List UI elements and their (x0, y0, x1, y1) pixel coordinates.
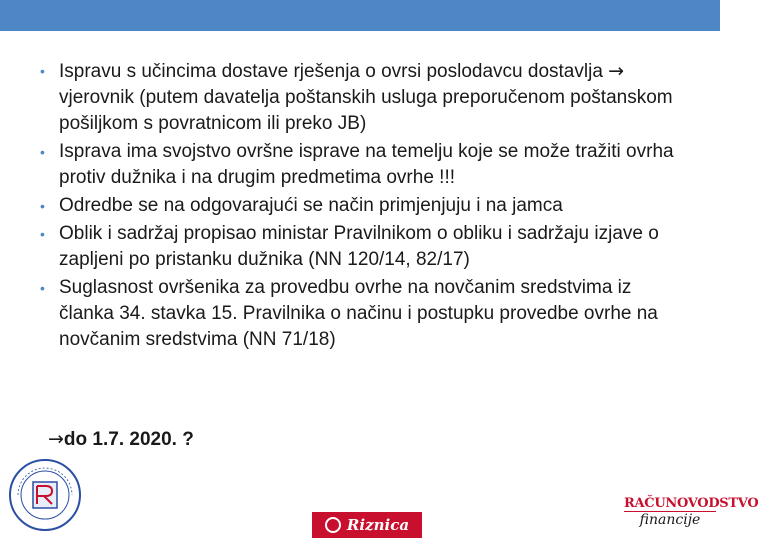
bullet-item (40, 221, 690, 273)
bullet-list (40, 58, 690, 353)
bullet-dot: • (40, 144, 45, 160)
arrow-right-icon: → (608, 60, 625, 82)
racunovodstvo-logo (624, 496, 758, 538)
bullet-dot: • (40, 198, 45, 214)
logo-subtitle: financije (639, 512, 701, 528)
bullet-item (40, 58, 690, 137)
arrow-right-icon: → (48, 428, 64, 450)
bullet-dot: • (40, 280, 45, 296)
bullet-text: Ispravu s učincima dostave rješenja o ovrsi poslodavcu dostavlja (59, 61, 609, 82)
bullet-item (40, 193, 690, 219)
bullet-item (40, 139, 690, 191)
slide-content (40, 58, 690, 355)
title-bar (0, 0, 720, 31)
bullet-text: Isprava ima svojstvo ovršne isprave na temelju koje se može tražiti ovrha protiv dužnika i na drugim predmetima ovrhe !!! (59, 141, 674, 188)
bullet-text: Suglasnost ovršenika za provedbu ovrhe na novčanim sredstvima iz članka 34. stavka 15. Pravilnika o načinu i postupku provedbe ovrhe na novčanim sredstvima (NN 71/18) (59, 277, 658, 350)
association-logo (6, 456, 84, 534)
bullet-item (40, 275, 690, 353)
riznica-logo-text: Riznica (346, 516, 410, 534)
bullet-text: vjerovnik (putem davatelja poštanskih usluga preporučenom poštanskom pošiljkom s povratnicom ili preko JB) (59, 87, 673, 134)
bullet-dot: • (40, 226, 45, 242)
bullet-text: Odredbe se na odgovarajući se način primjenjuju i na jamca (59, 195, 563, 216)
bullet-text: Oblik i sadržaj propisao ministar Pravilnikom o obliku i sadržaju izjave o zapljeni po pristanku dužnika (NN 120/14, 82/17) (59, 223, 659, 270)
emblem-icon (325, 517, 341, 533)
seal-icon (6, 456, 84, 534)
bullet-dot: • (40, 63, 45, 79)
logo-title: RAČUNOVODSTVO (624, 496, 758, 511)
conclusion-line (48, 428, 194, 451)
conclusion-text: do 1.7. 2020. ? (63, 429, 194, 450)
riznica-logo (312, 512, 422, 538)
